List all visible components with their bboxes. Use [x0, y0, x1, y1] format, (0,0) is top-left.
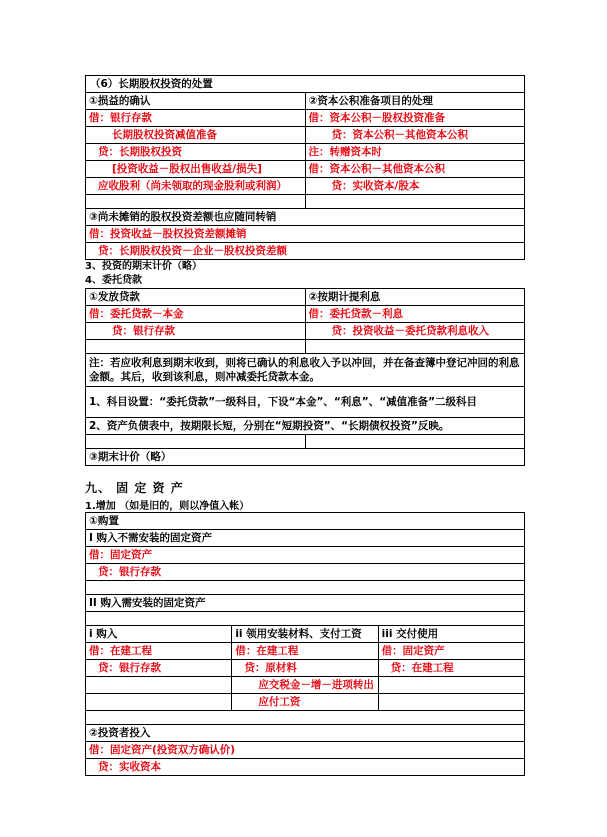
table-entrusted-loan [85, 288, 525, 466]
block1-title: （6）长期股权投资的处置 [86, 76, 525, 93]
table-row [86, 161, 525, 178]
table-row [86, 660, 525, 677]
table-row-spacer [86, 612, 525, 626]
spacer-cell-right [305, 195, 525, 209]
block3-grid-r1c2: 借：在建工程 [232, 643, 378, 660]
table-long-term-equity-disposal [85, 75, 525, 260]
block1-right-line-2: 贷：资本公积－其他资本公积 [305, 127, 525, 144]
table-row [86, 209, 525, 226]
table-row [86, 449, 525, 466]
table-row [86, 144, 525, 161]
block3-grid-r1c3: 借：固定资产 [378, 643, 524, 660]
table-row [86, 530, 525, 547]
block3-header-3: iii 交付使用 [378, 626, 524, 643]
block1-row3-title: ③尚未摊销的股权投资差额也应随同转销 [86, 209, 525, 226]
block3-grid-r2c3: 贷：在建工程 [378, 660, 524, 677]
table-row [86, 289, 525, 306]
block3-grid-r3c1 [86, 677, 232, 694]
table-row-spacer [86, 195, 525, 209]
mid-line-2: 4、委托贷款 [85, 275, 142, 286]
table-row [86, 93, 525, 110]
table-row [86, 306, 525, 323]
table-row [86, 110, 525, 127]
table-row [86, 178, 525, 195]
document-body [85, 75, 525, 776]
block2-left-line-1: 借：委托贷款－本金 [86, 306, 306, 323]
spacer-cell [86, 581, 525, 595]
block3-row2: I 购入不需安装的固定资产 [86, 530, 525, 547]
block1-right-line-5: 贷：实收资本/股本 [305, 178, 525, 195]
table-row [86, 547, 525, 564]
spacer-cell-left [86, 435, 306, 449]
block1-left-header: ①损益的确认 [86, 93, 306, 110]
table-row [86, 564, 525, 581]
block2-point-1: 1、科目设置：“委托贷款”一级科目，下设“本金”、“利息”、“减值准备”二级科目 [86, 387, 525, 418]
block3-row4: ②投资者投入 [86, 725, 525, 742]
block3-rowsa-line-1: 借：固定资产 [86, 547, 525, 564]
spacer-cell-left [86, 195, 306, 209]
block2-right-line-2: 贷：投资收益－委托贷款利息收入 [305, 323, 525, 340]
block3-grid-r2c2: 贷：原材料 [232, 660, 378, 677]
block3-grid-r1c1: 借：在建工程 [86, 643, 232, 660]
block1-right-line-3: 注：转赠资本时 [305, 144, 525, 161]
table-fixed-assets [85, 512, 525, 776]
table-row [86, 243, 525, 260]
block2-left-header: ①发放贷款 [86, 289, 306, 306]
block3-grid-r4c1 [86, 694, 232, 711]
table-row-spacer [86, 435, 525, 449]
spacer-cell-right [305, 340, 525, 354]
block3-header-1: i 购入 [86, 626, 232, 643]
table-row [86, 694, 525, 711]
block2-right-header: ②按期计提利息 [305, 289, 525, 306]
block1-left-line-5: 应收股利（尚未领取的现金股利或利润） [86, 178, 306, 195]
table-row [86, 677, 525, 694]
block3-grid-r4c2: 应付工资 [232, 694, 378, 711]
spacer-cell [86, 612, 525, 626]
block1-right-header: ②资本公积准备项目的处理 [305, 93, 525, 110]
table-row [86, 626, 525, 643]
table-row [86, 725, 525, 742]
table-row [86, 595, 525, 612]
table-row [86, 226, 525, 243]
table-row [86, 643, 525, 660]
block1-left-line-1: 借：银行存款 [86, 110, 306, 127]
table-row [86, 418, 525, 435]
block3-row1: ①购置 [86, 513, 525, 530]
table-row [86, 127, 525, 144]
table-row [86, 354, 525, 387]
block1-right-line-4: 借：资本公积－其他资本公积 [305, 161, 525, 178]
spacer-cell [86, 711, 525, 725]
table-row [86, 742, 525, 759]
block1-row3-line-1: 借：投资收益－股权投资差额摊销 [86, 226, 525, 243]
block2-right-line-1: 借：委托贷款－利息 [305, 306, 525, 323]
block2-last-row: ③期末计价（略） [86, 449, 525, 466]
block1-right-line-1: 借：资本公积－股权投资准备 [305, 110, 525, 127]
table-row [86, 323, 525, 340]
table-row [86, 513, 525, 530]
block3-rowsb-line-1: 借：固定资产(投资双方确认价) [86, 742, 525, 759]
block2-left-line-2: 贷：银行存款 [86, 323, 306, 340]
block3-rowsa-line-2: 贷：银行存款 [86, 564, 525, 581]
block1-row3-line-2: 贷：长期股权投资－企业－股权投资差额 [86, 243, 525, 260]
mid-line-1: 3、投资的期末计价（略） [85, 261, 202, 272]
block3-header-2: ii 领用安装材料、支付工资 [232, 626, 378, 643]
block1-left-line-4: [投资收益－股权出售收益/损失] [86, 161, 306, 178]
block3-grid-r3c2: 应交税金－增－进项转出 [232, 677, 378, 694]
table-row-spacer [86, 581, 525, 595]
block3-grid-r2c1: 贷：银行存款 [86, 660, 232, 677]
block1-left-line-3: 贷：长期股权投资 [86, 144, 306, 161]
block3-row3: II 购入需安装的固定资产 [86, 595, 525, 612]
section-subtitle: 1.增加 （如是旧的，则以净值入帐） [85, 501, 250, 512]
block3-grid-r4c3 [378, 694, 524, 711]
spacer-cell-left [86, 340, 306, 354]
section-gap [85, 466, 525, 473]
block3-rowsb-line-2: 贷：实收资本 [86, 759, 525, 776]
table-row-spacer [86, 711, 525, 725]
block2-note: 注：若应收利息到期末收到，则将已确认的利息收入予以冲回，并在备查簿中登记冲回的利息金额。其后，收到该利息，则冲减委托贷款本金。 [86, 354, 525, 387]
table-row [86, 759, 525, 776]
section-title: 九、 固 定 资 产 [85, 481, 184, 495]
block3-grid-r3c3 [378, 677, 524, 694]
spacer-cell-right [305, 435, 525, 449]
block1-left-line-2: 长期股权投资减值准备 [86, 127, 306, 144]
table-row-spacer [86, 340, 525, 354]
table-row [86, 387, 525, 418]
table-row [86, 76, 525, 93]
block2-point-2: 2、资产负债表中，按期限长短，分别在“短期投资”、“长期债权投资”反映。 [86, 418, 525, 435]
